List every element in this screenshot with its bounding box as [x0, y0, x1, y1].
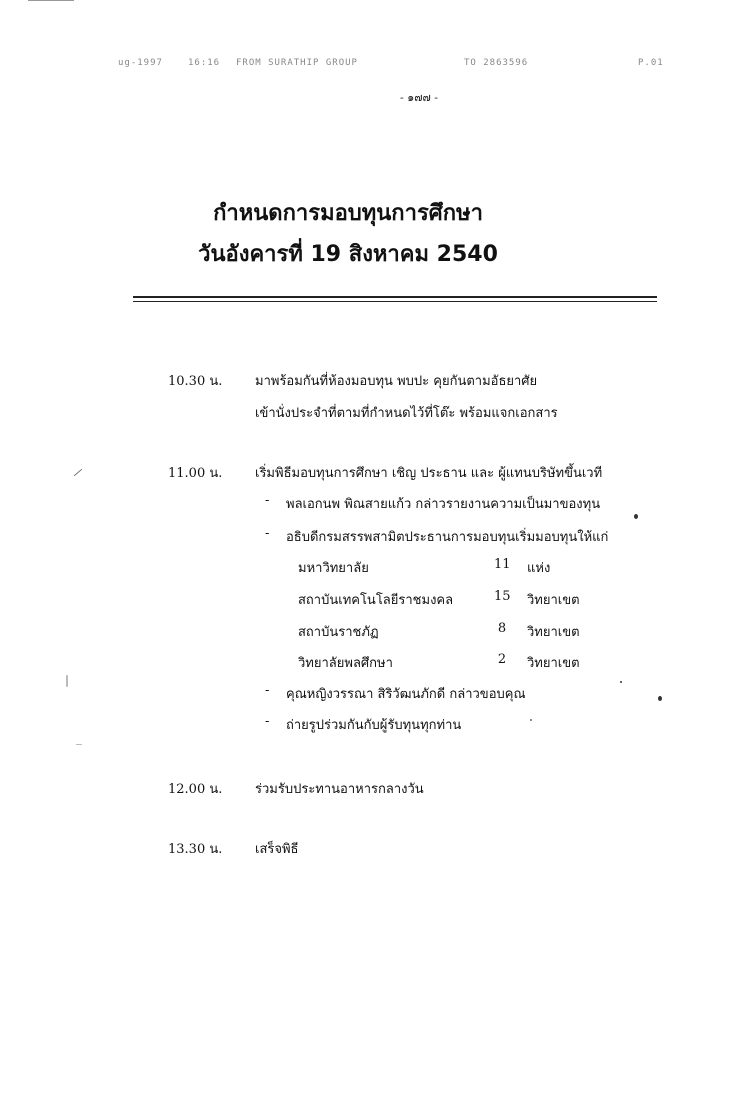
divider-thin [133, 301, 657, 302]
institution-name: วิทยาลัยพลศึกษา [298, 656, 393, 671]
scan-artifact [74, 469, 82, 476]
scan-artifact [66, 675, 68, 687]
bullet-item: พลเอกนพ พิณสายแก้ว กล่าวรายงานความเป็นมาของทุน [286, 497, 601, 512]
institution-unit: วิทยาเขต [527, 593, 580, 608]
schedule-time: 12.00 น. [168, 782, 223, 797]
institution-count: 11 [494, 557, 511, 572]
fax-to: TO 2863596 [464, 58, 529, 68]
scan-artifact [28, 0, 74, 1]
schedule-time: 11.00 น. [168, 466, 223, 481]
bullet-item: คุณหญิงวรรณา สิริวัฒนภักดี กล่าวขอบคุณ [286, 687, 526, 702]
page-subtitle-date: วันอังคารที่ 19 สิงหาคม 2540 [198, 242, 498, 267]
divider-thick [133, 296, 657, 298]
schedule-line: เสร็จพิธี [255, 842, 299, 857]
institution-count: 15 [494, 589, 511, 604]
institution-unit: วิทยาเขต [527, 625, 580, 640]
schedule-line: เริ่มพิธีมอบทุนการศึกษา เชิญ ประธาน และ ผู้แทนบริษัทขึ้นเวที [255, 466, 603, 481]
institution-name: มหาวิทยาลัย [298, 561, 369, 576]
institution-count: 2 [497, 652, 507, 667]
scan-artifact [658, 696, 662, 701]
bullet-dash: - [265, 526, 270, 541]
scan-artifact [634, 514, 638, 519]
fax-time: 16:16 [188, 58, 221, 68]
bullet-item: อธิบดีกรมสรรพสามิตประธานการมอบทุนเริ่มมอบทุนให้แก่ [286, 530, 609, 545]
institution-count: 8 [497, 621, 507, 636]
scan-artifact [530, 719, 532, 721]
page-title: กำหนดการมอบทุนการศึกษา [213, 201, 483, 226]
scan-artifact [620, 681, 622, 683]
institution-name: สถาบันเทคโนโลยีราชมงคล [298, 593, 454, 608]
scan-artifact [76, 744, 82, 745]
bullet-item: ถ่ายรูปร่วมกันกับผู้รับทุนทุกท่าน [286, 718, 462, 733]
schedule-time: 10.30 น. [168, 374, 223, 389]
schedule-time: 13.30 น. [168, 842, 223, 857]
schedule-line: ร่วมรับประทานอาหารกลางวัน [255, 782, 424, 797]
fax-from: FROM SURATHIP GROUP [236, 58, 358, 68]
institution-unit: วิทยาเขต [527, 656, 580, 671]
bullet-dash: - [265, 683, 270, 698]
schedule-line: เข้านั่งประจำที่ตามที่กำหนดไว้ที่โต๊ะ พร้อมแจกเอกสาร [255, 406, 558, 421]
bullet-dash: - [265, 714, 270, 729]
schedule-line: มาพร้อมกันที่ห้องมอบทุน พบปะ คุยกันตามอัธยาศัย [255, 374, 538, 389]
fax-date: ug-1997 [118, 58, 163, 68]
page-number: - ๑๗๗ - [400, 91, 438, 104]
institution-name: สถาบันราชภัฏ [298, 625, 379, 640]
institution-unit: แห่ง [527, 561, 551, 576]
bullet-dash: - [265, 493, 270, 508]
fax-page: P.01 [638, 58, 664, 68]
